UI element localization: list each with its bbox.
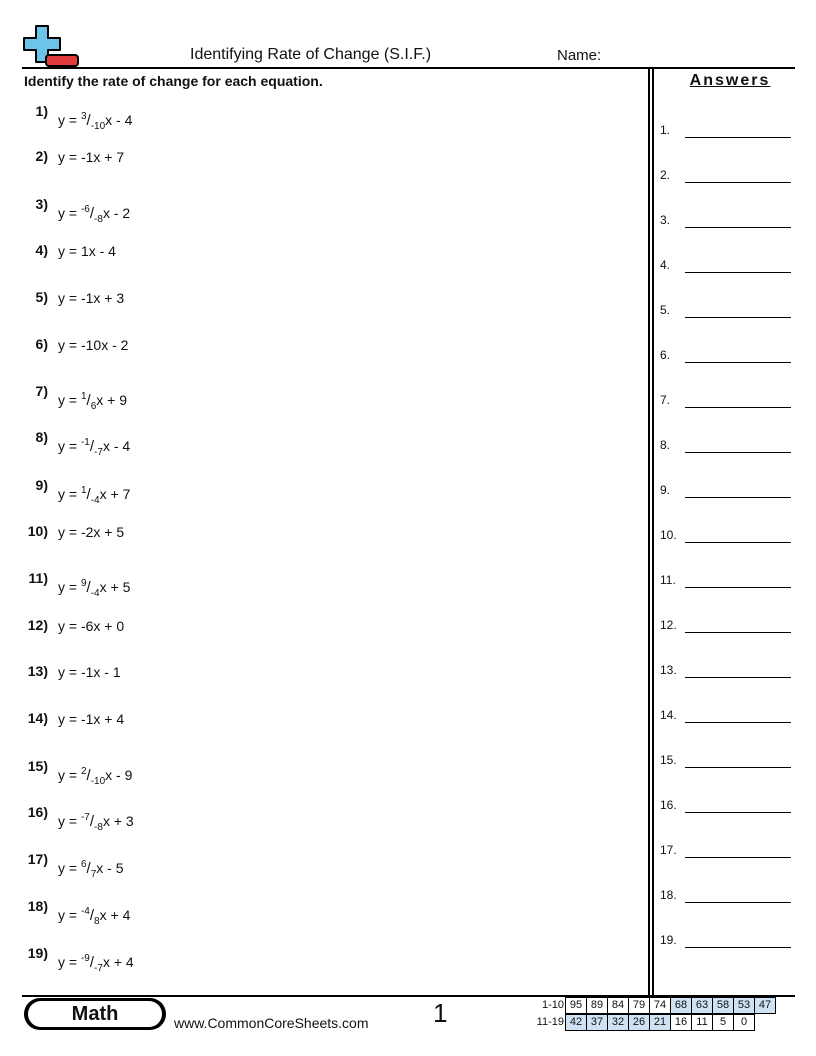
answer-blank[interactable] <box>685 407 791 408</box>
answer-blank[interactable] <box>685 632 791 633</box>
score-key-cell: 42 <box>565 1014 587 1031</box>
fraction-numerator: 9 <box>80 578 87 589</box>
answer-blank[interactable] <box>685 182 791 183</box>
answer-number: 11. <box>660 573 676 587</box>
fraction-numerator: -6 <box>80 204 90 215</box>
score-key-cell: 11 <box>691 1014 713 1031</box>
answer-blank[interactable] <box>685 587 791 588</box>
problem-number: 10) <box>27 523 48 539</box>
score-key-cell: 58 <box>712 997 734 1014</box>
answer-number: 13. <box>660 663 677 677</box>
score-key-cell: 26 <box>628 1014 650 1031</box>
fraction-numerator: -7 <box>80 812 90 823</box>
score-key-cell: 63 <box>691 997 713 1014</box>
score-key-row <box>528 997 776 1013</box>
answer-number: 17. <box>660 843 677 857</box>
answer-blank[interactable] <box>685 272 791 273</box>
subject-label: Math <box>28 1001 162 1027</box>
problem-number: 7) <box>35 383 48 399</box>
score-key-cell: 37 <box>586 1014 608 1031</box>
answer-number: 8. <box>660 438 671 452</box>
fraction-numerator: 6 <box>80 859 87 870</box>
answer-number: 2. <box>660 168 671 182</box>
score-key-cell: 68 <box>670 997 692 1014</box>
equation: $y = ^3/_{-10}x - 4$ <box>58 111 133 132</box>
plus-minus-logo <box>22 24 80 68</box>
problem-number: 3) <box>35 196 48 212</box>
answer-blank[interactable] <box>685 542 791 543</box>
problem-number: 9) <box>35 477 48 493</box>
problem-number: 12) <box>27 617 48 633</box>
fraction-numerator: -4 <box>80 906 90 917</box>
instructions: Identify the rate of change for each equation. <box>24 73 323 89</box>
worksheet-title: Identifying Rate of Change (S.I.F.) <box>190 46 432 63</box>
website-link[interactable]: www.CommonCoreSheets.com <box>174 1015 369 1031</box>
equation: y = -1x + 4 <box>58 711 125 727</box>
problem-number: 18) <box>27 898 48 914</box>
equation: $y = ^{-4}/_8x + 4$ <box>58 906 131 927</box>
fraction-denominator: -4 <box>90 495 100 506</box>
fraction-numerator: -9 <box>80 953 90 964</box>
score-key-cell: 84 <box>607 997 629 1014</box>
equation: y = -6x + 0 <box>58 618 125 634</box>
score-key-cell: 0 <box>733 1014 755 1031</box>
problem-number: 11) <box>28 570 48 586</box>
fraction-denominator: 8 <box>94 916 100 927</box>
equation: $y = ^2/_{-10}x - 9$ <box>58 766 133 787</box>
equation: $y = ^9/_{-4}x + 5$ <box>58 578 131 599</box>
fraction-denominator: -4 <box>90 588 100 599</box>
problem-number: 8) <box>35 429 48 445</box>
answer-blank[interactable] <box>685 812 791 813</box>
score-key-range: 11-19 <box>536 1016 564 1028</box>
answer-number: 18. <box>660 888 677 902</box>
answer-number: 12. <box>660 618 677 632</box>
score-key-cell: 95 <box>565 997 587 1014</box>
fraction-numerator: -1 <box>80 437 90 448</box>
equation: $y = ^6/_7x - 5$ <box>58 859 124 880</box>
problem-number: 1) <box>35 103 48 119</box>
equation: y = -1x + 3 <box>58 290 125 306</box>
answer-number: 14. <box>660 708 677 722</box>
problem-number: 19) <box>27 945 48 961</box>
answers-heading: Answers <box>689 72 771 89</box>
page-number: 1 <box>433 998 448 1028</box>
answer-number: 5. <box>660 303 671 317</box>
fraction-denominator: -10 <box>90 776 106 787</box>
score-key-row <box>528 1014 755 1030</box>
answer-number: 4. <box>660 258 671 272</box>
answer-number: 9. <box>660 483 671 497</box>
answer-blank[interactable] <box>685 452 791 453</box>
answer-number: 16. <box>660 798 677 812</box>
column-divider <box>648 68 654 995</box>
name-label: Name: <box>557 47 602 64</box>
problem-number: 13) <box>27 663 48 679</box>
score-key-cell: 89 <box>586 997 608 1014</box>
answer-blank[interactable] <box>685 857 791 858</box>
score-key-range: 1-10 <box>541 999 564 1011</box>
equation: $y = ^{-7}/_{-8}x + 3$ <box>58 812 134 833</box>
problem-number: 17) <box>27 851 48 867</box>
answer-blank[interactable] <box>685 902 791 903</box>
score-key-cell: 16 <box>670 1014 692 1031</box>
problem-number: 4) <box>35 242 48 258</box>
score-key-cell: 32 <box>607 1014 629 1031</box>
answer-blank[interactable] <box>685 362 791 363</box>
score-key-cell: 74 <box>649 997 671 1014</box>
fraction-numerator: 1 <box>80 485 87 496</box>
answer-number: 1. <box>660 123 671 137</box>
equation: $y = ^1/_{-4}x + 7$ <box>58 485 131 506</box>
fraction-denominator: -7 <box>94 447 103 458</box>
answer-number: 15. <box>660 753 677 767</box>
answer-number: 7. <box>660 393 671 407</box>
equation: y = -2x + 5 <box>58 524 125 540</box>
problem-number: 15) <box>27 758 48 774</box>
equation: y = 1x - 4 <box>58 243 116 259</box>
answer-blank[interactable] <box>685 677 791 678</box>
score-key-cell: 79 <box>628 997 650 1014</box>
fraction-denominator: 6 <box>90 401 97 412</box>
equation: y = -1x - 1 <box>58 664 121 680</box>
header-divider <box>22 67 795 69</box>
score-key-cell: 53 <box>733 997 755 1014</box>
subject-badge <box>24 998 166 1030</box>
problem-number: 5) <box>35 289 48 305</box>
fraction-numerator: 3 <box>80 111 87 122</box>
equation: $y = ^1/_6x + 9$ <box>58 391 128 412</box>
answer-blank[interactable] <box>685 947 791 948</box>
answer-number: 6. <box>660 348 671 362</box>
answer-number: 10. <box>660 528 677 542</box>
score-key-cell: 21 <box>649 1014 671 1031</box>
answer-blank[interactable] <box>685 767 791 768</box>
answer-blank[interactable] <box>685 317 791 318</box>
fraction-denominator: 7 <box>90 869 97 880</box>
equation: $y = ^{-9}/_{-7}x + 4$ <box>58 953 134 974</box>
fraction-denominator: -8 <box>94 822 103 833</box>
problem-number: 2) <box>35 148 48 164</box>
equation: y = -10x - 2 <box>58 337 129 353</box>
answer-number: 19. <box>660 933 677 947</box>
answer-blank[interactable] <box>685 137 791 138</box>
answer-blank[interactable] <box>685 722 791 723</box>
equation: $y = ^{-1}/_{-7}x - 4$ <box>58 437 131 458</box>
fraction-numerator: 2 <box>80 766 87 777</box>
fraction-denominator: -7 <box>94 963 103 974</box>
equation: y = -1x + 7 <box>58 149 125 165</box>
score-key-cell: 5 <box>712 1014 734 1031</box>
problem-number: 6) <box>35 336 48 352</box>
answer-blank[interactable] <box>685 497 791 498</box>
problem-number: 16) <box>27 804 48 820</box>
score-key-cell: 47 <box>754 997 776 1014</box>
answer-blank[interactable] <box>685 227 791 228</box>
equation: $y = ^{-6}/_{-8}x - 2$ <box>58 204 131 225</box>
fraction-numerator: 1 <box>80 391 87 402</box>
fraction-denominator: -10 <box>90 121 106 132</box>
fraction-denominator: -8 <box>94 214 103 225</box>
answer-number: 3. <box>660 213 671 227</box>
problem-number: 14) <box>27 710 48 726</box>
